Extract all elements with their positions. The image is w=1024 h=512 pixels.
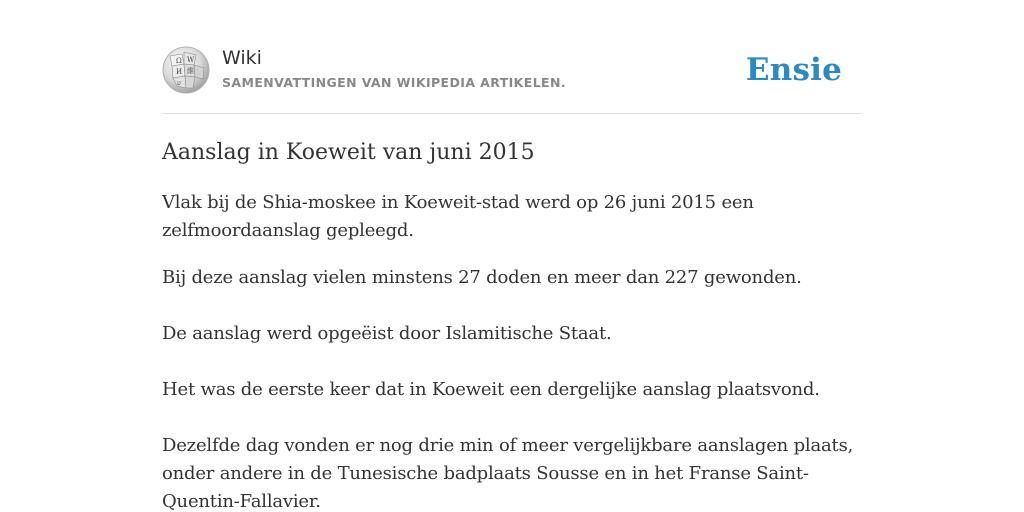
svg-text:ש: ש [177,80,182,87]
article-paragraph: Dezelfde dag vonden er nog drie min of meer vergelijkbare aanslagen plaats, onder andere in de Tunesische badplaats Sousse en in het Franse Saint-Quentin-Fallavier. [162,435,854,512]
header-divider [162,113,862,114]
article-paragraph: De aanslag werd opgeëist door Islamitische Staat. [162,323,612,344]
svg-text:Ω: Ω [176,57,182,65]
site-tagline: SAMENVATTINGEN VAN WIKIPEDIA ARTIKELEN. [222,75,567,90]
article-paragraph: Vlak bij de Shia-moskee in Koeweit-stad werd op 26 juni 2015 een zelfmoordaanslag gepleegd. [162,192,754,241]
site-name[interactable]: Wiki [222,47,262,69]
article-paragraph: Bij deze aanslag vielen minstens 27 doden en meer dan 227 gewonden. [162,267,802,288]
svg-text:維: 維 [187,67,194,75]
article-title: Aanslag in Koeweit van juni 2015 [162,140,535,165]
brand-logo[interactable]: Ensie [745,52,842,88]
svg-text:W: W [187,56,195,64]
article [162,136,862,512]
article-paragraph: Het was de eerste keer dat in Koeweit een dergelijke aanslag plaatsvond. [162,379,820,400]
svg-text:И: И [176,68,183,76]
wikipedia-globe-icon[interactable] [162,46,210,94]
site-header [162,44,862,100]
